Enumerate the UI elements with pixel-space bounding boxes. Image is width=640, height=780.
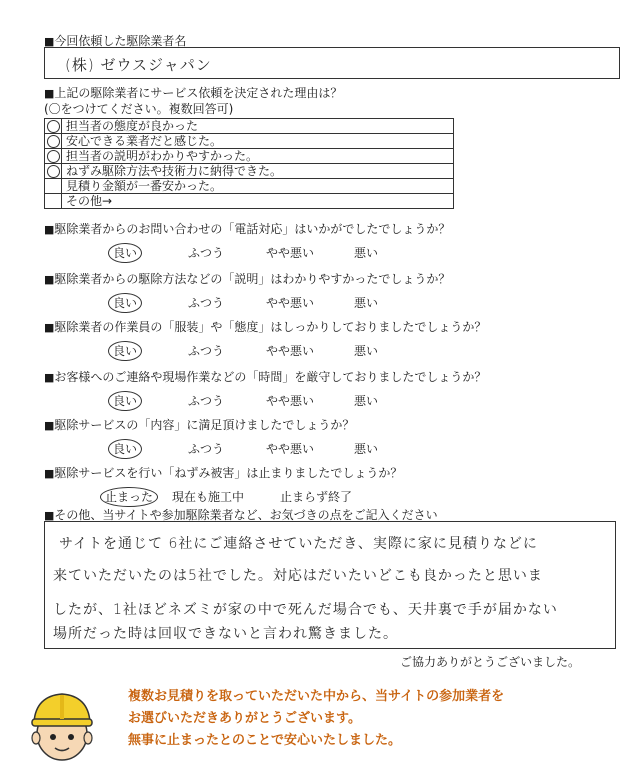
question-text: ■お客様へのご連絡や現場作業などの「時間」を厳守しておりましたでしょうか？ [44, 370, 487, 384]
company-heading: ■今回依頼した駆除業者名 [44, 34, 187, 48]
reason-label: 見積り金額が一番安かった。 [62, 179, 454, 194]
footer-message-line: お選びいただきありがとうございます。 [128, 711, 361, 726]
answer-option[interactable]: 良い [108, 341, 142, 361]
answer-option[interactable]: ふつう [188, 344, 225, 358]
mascot-worker-icon [22, 686, 102, 766]
reason-checkbox[interactable] [45, 119, 62, 134]
reason-row [45, 149, 454, 164]
reason-label: 担当者の態度が良かった [62, 119, 454, 134]
reason-checkbox[interactable] [45, 134, 62, 149]
thanks-text: ご協力ありがとうございました。 [400, 655, 581, 669]
answer-option[interactable]: ふつう [188, 442, 225, 456]
answer-option[interactable]: 止まった [100, 487, 158, 507]
question-text: ■駆除業者からのお問い合わせの「電話対応」はいかがでしたでしょうか？ [44, 222, 451, 236]
circle-mark-icon [47, 150, 60, 163]
answer-option[interactable]: 良い [108, 243, 142, 263]
reason-checkbox[interactable] [45, 149, 62, 164]
reason-row [45, 179, 454, 194]
reason-checkbox[interactable] [45, 194, 62, 209]
reason-label: ねずみ駆除方法や技術力に納得できた。 [62, 164, 454, 179]
comment-line: サイトを通じて 6社にご連絡させていただき、実際に家に見積りなどに [59, 536, 538, 552]
answer-option[interactable]: 良い [108, 391, 142, 411]
reason-checkbox[interactable] [45, 179, 62, 194]
answer-option[interactable]: 悪い [354, 246, 379, 260]
comments-box [44, 521, 616, 649]
answer-option[interactable]: 良い [108, 293, 142, 313]
reasons-note: (〇をつけてください。複数回答可) [44, 102, 234, 116]
answer-option[interactable]: 悪い [354, 296, 379, 310]
reason-checkbox[interactable] [45, 164, 62, 179]
comments-heading: ■その他、当サイトや参加駆除業者など、お気づきの点をご記入ください [44, 508, 438, 522]
reasons-heading: ■上記の駆除業者にサービス依頼を決定された理由は？ [44, 86, 343, 100]
answer-option[interactable]: やや悪い [266, 394, 315, 408]
answer-option[interactable]: ふつう [188, 246, 225, 260]
answer-option[interactable]: 悪い [354, 344, 379, 358]
answer-option[interactable]: 止まらず終了 [280, 490, 353, 504]
reason-row [45, 164, 454, 179]
answer-option[interactable]: やや悪い [266, 344, 315, 358]
answer-option[interactable]: やや悪い [266, 442, 315, 456]
answer-option[interactable]: 悪い [354, 394, 379, 408]
footer-message-line: 無事に止まったとのことで安心いたしました。 [128, 733, 402, 748]
question-text: ■駆除業者からの駆除方法などの「説明」はわかりやすかったでしょうか？ [44, 272, 451, 286]
comment-line: したが、1社ほどネズミが家の中で死んだ場合でも、天井裏で手が届かない [53, 602, 558, 618]
answer-option[interactable]: 良い [108, 439, 142, 459]
footer-message-line: 複数お見積りを取っていただいた中から、当サイトの参加業者を [128, 689, 505, 704]
answer-option[interactable]: やや悪い [266, 246, 315, 260]
answer-option[interactable]: ふつう [188, 394, 225, 408]
comment-line: 来ていただいたのは5社でした。対応はだいたいどこも良かったと思いま [53, 568, 543, 584]
answer-option[interactable]: ふつう [188, 296, 225, 310]
company-name-value: (株) ゼウスジャパン [65, 56, 212, 74]
question-text: ■駆除業者の作業員の「服装」や「態度」はしっかりしておりましたでしょうか？ [44, 320, 487, 334]
circle-mark-icon [47, 165, 60, 178]
circle-mark-icon [47, 120, 60, 133]
answer-option[interactable]: 悪い [354, 442, 379, 456]
reason-row [45, 194, 454, 209]
reason-row [45, 134, 454, 149]
reason-label: 担当者の説明がわかりやすかった。 [62, 149, 454, 164]
reason-row [45, 119, 454, 134]
reasons-table [44, 118, 454, 209]
comment-line: 場所だった時は回収できないと言われ驚きました。 [53, 626, 398, 642]
circle-mark-icon [47, 135, 60, 148]
company-name-box [44, 47, 620, 79]
answer-option[interactable]: 現在も施工中 [172, 490, 245, 504]
question-text: ■駆除サービスの「内容」に満足頂けましたでしょうか？ [44, 418, 355, 432]
answer-option[interactable]: やや悪い [266, 296, 315, 310]
reason-label: 安心できる業者だと感じた。 [62, 134, 454, 149]
reason-label: その他→ [62, 194, 454, 209]
question-text: ■駆除サービスを行い「ねずみ被害」は止まりましたでしょうか？ [44, 466, 403, 480]
